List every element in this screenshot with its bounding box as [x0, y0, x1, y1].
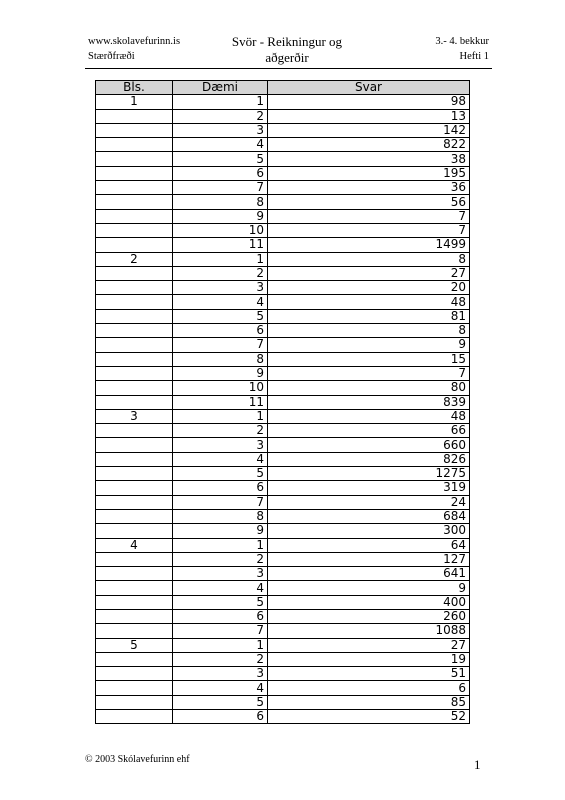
cell-svar: 8: [268, 252, 470, 266]
cell-daemi: 4: [173, 452, 268, 466]
cell-daemi: 2: [173, 552, 268, 566]
cell-bls: [96, 352, 173, 366]
cell-daemi: 1: [173, 252, 268, 266]
page-number: 1: [474, 757, 481, 772]
table-row: [96, 352, 470, 366]
cell-svar: 15: [268, 352, 470, 366]
table-row: [96, 538, 470, 552]
table-header-row: [96, 81, 470, 95]
cell-daemi: 3: [173, 667, 268, 681]
grade-label: 3.- 4. bekkur: [435, 36, 489, 47]
cell-daemi: 4: [173, 138, 268, 152]
cell-svar: 56: [268, 195, 470, 209]
table-row: [96, 181, 470, 195]
cell-daemi: 6: [173, 710, 268, 724]
cell-daemi: 9: [173, 524, 268, 538]
subject-label: Stærðfræði: [88, 51, 135, 62]
cell-bls: 1: [96, 95, 173, 109]
cell-bls: [96, 395, 173, 409]
cell-svar: 684: [268, 509, 470, 523]
cell-bls: [96, 366, 173, 380]
cell-bls: [96, 609, 173, 623]
cell-daemi: 10: [173, 381, 268, 395]
cell-daemi: 11: [173, 395, 268, 409]
cell-daemi: 2: [173, 266, 268, 280]
cell-daemi: 8: [173, 195, 268, 209]
cell-bls: [96, 152, 173, 166]
cell-daemi: 6: [173, 324, 268, 338]
cell-bls: [96, 338, 173, 352]
cell-daemi: 3: [173, 281, 268, 295]
cell-daemi: 3: [173, 438, 268, 452]
cell-daemi: 2: [173, 109, 268, 123]
table-body: [96, 95, 470, 724]
table-row: [96, 467, 470, 481]
table-row: [96, 667, 470, 681]
cell-bls: [96, 452, 173, 466]
cell-svar: 7: [268, 223, 470, 237]
table-row: [96, 324, 470, 338]
cell-bls: [96, 295, 173, 309]
table-row: [96, 238, 470, 252]
cell-daemi: 4: [173, 295, 268, 309]
table-row: [96, 695, 470, 709]
cell-bls: [96, 467, 173, 481]
cell-daemi: 1: [173, 638, 268, 652]
cell-daemi: 11: [173, 238, 268, 252]
table-row: [96, 609, 470, 623]
table-row: [96, 281, 470, 295]
table-row: [96, 438, 470, 452]
cell-svar: 51: [268, 667, 470, 681]
cell-bls: [96, 552, 173, 566]
cell-svar: 80: [268, 381, 470, 395]
cell-svar: 48: [268, 295, 470, 309]
cell-daemi: 6: [173, 481, 268, 495]
cell-bls: [96, 138, 173, 152]
table-row: [96, 338, 470, 352]
header-right: [435, 34, 489, 64]
table-row: [96, 424, 470, 438]
table-row: [96, 681, 470, 695]
cell-daemi: 6: [173, 166, 268, 180]
copyright-text: © 2003 Skólavefurinn ehf: [85, 754, 190, 765]
table-row: [96, 309, 470, 323]
cell-daemi: 3: [173, 567, 268, 581]
cell-svar: 319: [268, 481, 470, 495]
cell-daemi: 9: [173, 209, 268, 223]
cell-svar: 7: [268, 366, 470, 380]
cell-daemi: 8: [173, 352, 268, 366]
table-row: [96, 552, 470, 566]
cell-bls: [96, 166, 173, 180]
table-row: [96, 95, 470, 109]
page-header: [85, 32, 492, 69]
document-title: Svör - Reikningur og aðgerðir: [231, 34, 343, 65]
cell-bls: 4: [96, 538, 173, 552]
table-row: [96, 524, 470, 538]
table-row: [96, 209, 470, 223]
cell-svar: 1499: [268, 238, 470, 252]
cell-svar: 66: [268, 424, 470, 438]
cell-svar: 300: [268, 524, 470, 538]
cell-bls: [96, 567, 173, 581]
cell-svar: 52: [268, 710, 470, 724]
table-row: [96, 481, 470, 495]
table-row: [96, 123, 470, 137]
cell-bls: [96, 123, 173, 137]
cell-svar: 195: [268, 166, 470, 180]
cell-bls: [96, 424, 173, 438]
cell-svar: 9: [268, 338, 470, 352]
table-row: [96, 710, 470, 724]
cell-svar: 7: [268, 209, 470, 223]
header-left: [88, 34, 180, 64]
cell-svar: 641: [268, 567, 470, 581]
cell-svar: 27: [268, 266, 470, 280]
cell-svar: 36: [268, 181, 470, 195]
cell-daemi: 10: [173, 223, 268, 237]
table-row: [96, 595, 470, 609]
cell-bls: [96, 181, 173, 195]
column-header-svar: Svar: [268, 81, 470, 95]
cell-bls: [96, 309, 173, 323]
cell-svar: 822: [268, 138, 470, 152]
table-row: [96, 223, 470, 237]
table-row: [96, 152, 470, 166]
cell-bls: 5: [96, 638, 173, 652]
cell-daemi: 8: [173, 509, 268, 523]
cell-svar: 142: [268, 123, 470, 137]
table-row: [96, 495, 470, 509]
cell-daemi: 3: [173, 123, 268, 137]
cell-bls: [96, 438, 173, 452]
cell-svar: 660: [268, 438, 470, 452]
cell-bls: [96, 238, 173, 252]
table-row: [96, 395, 470, 409]
table-row: [96, 652, 470, 666]
table-row: [96, 295, 470, 309]
cell-bls: 3: [96, 409, 173, 423]
table-row: [96, 166, 470, 180]
cell-daemi: 7: [173, 495, 268, 509]
table-row: [96, 581, 470, 595]
table-row: [96, 109, 470, 123]
cell-bls: [96, 581, 173, 595]
cell-daemi: 9: [173, 366, 268, 380]
table-row: [96, 509, 470, 523]
cell-svar: 81: [268, 309, 470, 323]
cell-svar: 9: [268, 581, 470, 595]
cell-bls: [96, 324, 173, 338]
cell-bls: [96, 624, 173, 638]
cell-daemi: 7: [173, 338, 268, 352]
cell-bls: [96, 667, 173, 681]
booklet-label: Hefti 1: [459, 51, 489, 62]
cell-daemi: 7: [173, 624, 268, 638]
cell-svar: 19: [268, 652, 470, 666]
cell-bls: [96, 524, 173, 538]
table-row: [96, 638, 470, 652]
cell-bls: [96, 223, 173, 237]
cell-bls: [96, 509, 173, 523]
cell-svar: 8: [268, 324, 470, 338]
cell-svar: 20: [268, 281, 470, 295]
table-row: [96, 195, 470, 209]
cell-daemi: 6: [173, 609, 268, 623]
website-url: www.skolavefurinn.is: [88, 36, 181, 47]
cell-bls: [96, 195, 173, 209]
cell-daemi: 1: [173, 409, 268, 423]
cell-daemi: 2: [173, 652, 268, 666]
table-row: [96, 567, 470, 581]
table-row: [96, 252, 470, 266]
cell-svar: 839: [268, 395, 470, 409]
cell-daemi: 5: [173, 595, 268, 609]
answers-table: [95, 80, 470, 724]
table-row: [96, 409, 470, 423]
cell-daemi: 4: [173, 681, 268, 695]
cell-svar: 27: [268, 638, 470, 652]
cell-daemi: 2: [173, 424, 268, 438]
cell-bls: [96, 495, 173, 509]
cell-bls: [96, 266, 173, 280]
cell-bls: [96, 381, 173, 395]
cell-svar: 64: [268, 538, 470, 552]
cell-svar: 85: [268, 695, 470, 709]
cell-svar: 6: [268, 681, 470, 695]
cell-bls: [96, 681, 173, 695]
cell-daemi: 1: [173, 95, 268, 109]
cell-svar: 38: [268, 152, 470, 166]
cell-svar: 1275: [268, 467, 470, 481]
table-row: [96, 266, 470, 280]
cell-bls: 2: [96, 252, 173, 266]
cell-bls: [96, 652, 173, 666]
cell-daemi: 5: [173, 309, 268, 323]
cell-svar: 48: [268, 409, 470, 423]
cell-svar: 1088: [268, 624, 470, 638]
table-row: [96, 452, 470, 466]
cell-bls: [96, 595, 173, 609]
table-row: [96, 138, 470, 152]
table-row: [96, 381, 470, 395]
cell-svar: 260: [268, 609, 470, 623]
cell-bls: [96, 481, 173, 495]
cell-svar: 98: [268, 95, 470, 109]
table-row: [96, 366, 470, 380]
column-header-bls: Bls.: [96, 81, 173, 95]
table-row: [96, 624, 470, 638]
cell-daemi: 4: [173, 581, 268, 595]
cell-daemi: 5: [173, 695, 268, 709]
cell-bls: [96, 710, 173, 724]
cell-daemi: 5: [173, 467, 268, 481]
cell-svar: 826: [268, 452, 470, 466]
cell-daemi: 7: [173, 181, 268, 195]
cell-bls: [96, 109, 173, 123]
cell-daemi: 1: [173, 538, 268, 552]
cell-bls: [96, 209, 173, 223]
cell-bls: [96, 281, 173, 295]
cell-svar: 24: [268, 495, 470, 509]
cell-svar: 400: [268, 595, 470, 609]
column-header-daemi: Dæmi: [173, 81, 268, 95]
cell-svar: 13: [268, 109, 470, 123]
cell-svar: 127: [268, 552, 470, 566]
cell-daemi: 5: [173, 152, 268, 166]
cell-bls: [96, 695, 173, 709]
